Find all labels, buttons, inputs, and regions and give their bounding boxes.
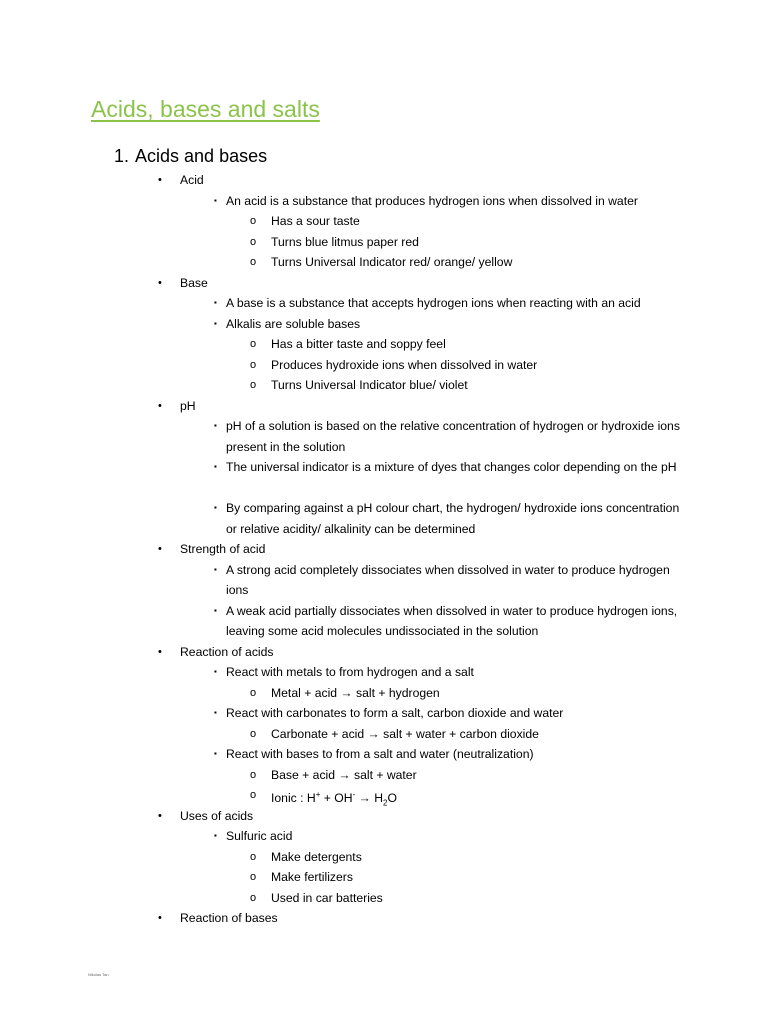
list-item — [0, 765, 768, 786]
ionic-part: Ionic : H — [271, 791, 316, 806]
bullet-dot-icon: • — [158, 543, 162, 555]
bullet-circle-icon: o — [250, 686, 257, 699]
section-title: Acids and bases — [135, 146, 268, 166]
bullet-list — [0, 170, 768, 929]
list-item-bases-reaction — [0, 908, 768, 929]
list-item-acid — [0, 170, 768, 191]
list-item-text: Alkalis are soluble bases — [226, 316, 361, 331]
list-item-base — [0, 273, 768, 294]
list-item-text: By comparing against a pH colour chart, the hydrogen/ hydroxide ions concentration or relative acidity/ alkalinity can be determined — [226, 501, 680, 536]
list-item-text: Make fertilizers — [271, 870, 353, 884]
list-item — [0, 744, 768, 765]
list-item-text: Produces hydroxide ions when dissolved in water — [271, 357, 538, 372]
list-item-text: pH of a solution is based on the relative concentration of hydrogen or hydroxide ions present in the solution — [226, 419, 680, 454]
subscript: 2 — [383, 798, 388, 808]
list-item-text: Has a sour taste — [271, 214, 360, 228]
superscript: - — [352, 790, 356, 799]
bullet-dot-icon: • — [158, 809, 162, 822]
list-item-reaction — [0, 642, 768, 663]
bullet-circle-icon: o — [250, 871, 257, 883]
bullet-circle-icon: o — [250, 215, 257, 227]
list-item — [0, 457, 768, 498]
list-item-text: Base + acid → salt + water — [271, 767, 417, 782]
ionic-part: O — [387, 791, 397, 806]
bullet-circle-icon: o — [250, 727, 257, 740]
bullet-dot-icon: • — [158, 912, 162, 924]
list-item-uses — [0, 806, 768, 827]
list-item — [0, 847, 768, 868]
list-item-text: React with metals to from hydrogen and a salt — [226, 665, 474, 679]
list-item-text: Has a bitter taste and soppy feel — [271, 337, 446, 351]
list-item-text: The universal indicator is a mixture of dyes that changes color depending on the pH — [226, 460, 677, 474]
page-title: Acids, bases and salts — [91, 96, 320, 122]
bullet-square-icon: ▪ — [214, 564, 217, 574]
list-item — [0, 888, 768, 909]
bullet-circle-icon: o — [250, 379, 257, 391]
ionic-part: + OH — [320, 791, 353, 806]
list-item — [0, 826, 768, 847]
list-item — [0, 724, 768, 745]
list-item-text: Used in car batteries — [271, 890, 383, 905]
list-item — [0, 293, 768, 314]
list-item — [0, 211, 768, 232]
list-item-label: Base — [180, 275, 208, 290]
bullet-square-icon: ▪ — [214, 421, 217, 430]
ionic-part: → H — [355, 791, 383, 806]
list-item-text: Turns Universal Indicator blue/ violet — [271, 378, 468, 392]
superscript: + — [315, 790, 321, 799]
bullet-square-icon: ▪ — [214, 462, 217, 471]
list-item-text: A base is a substance that accepts hydrogen ions when reacting with an acid — [226, 296, 641, 310]
list-item-label: Acid — [180, 173, 204, 187]
list-item — [0, 314, 768, 335]
section-heading — [114, 146, 267, 167]
list-item-text: Turns blue litmus paper red — [271, 234, 419, 249]
list-item — [0, 703, 768, 724]
list-item-text: Metal + acid → salt + hydrogen — [271, 685, 440, 700]
bullet-dot-icon: • — [158, 174, 162, 186]
bullet-square-icon: ▪ — [214, 667, 217, 676]
bullet-square-icon: ▪ — [214, 195, 217, 205]
list-item — [0, 191, 768, 212]
bullet-circle-icon: o — [250, 256, 257, 268]
bullet-square-icon: ▪ — [214, 605, 217, 615]
list-item — [0, 683, 768, 704]
list-item-text: A strong acid completely dissociates when dissolved in water to produce hydrogen ions — [226, 562, 670, 597]
list-item-text: Carbonate + acid → salt + water + carbon dioxide — [271, 726, 539, 741]
list-item — [0, 232, 768, 253]
bullet-circle-icon: o — [250, 338, 257, 350]
list-item-text: Make detergents — [271, 849, 362, 864]
list-item — [0, 416, 768, 457]
list-item-label: Uses of acids — [180, 808, 254, 823]
bullet-dot-icon: • — [158, 399, 162, 412]
bullet-circle-icon: o — [250, 235, 257, 248]
list-item-text: A weak acid partially dissociates when dissolved in water to produce hydrogen ions, leaving some acid molecules undissociated in the solution — [226, 603, 678, 638]
bullet-square-icon: ▪ — [214, 298, 217, 307]
list-item — [0, 560, 768, 601]
bullet-square-icon: ▪ — [214, 708, 217, 717]
list-item — [0, 375, 768, 396]
list-item-text: Sulfuric acid — [226, 829, 293, 843]
bullet-circle-icon: o — [250, 789, 257, 801]
page-footer: Nikolas Tan — [88, 972, 109, 977]
bullet-circle-icon: o — [250, 768, 257, 781]
bullet-circle-icon: o — [250, 891, 257, 904]
list-item-label: Reaction of acids — [180, 644, 274, 659]
bullet-square-icon: ▪ — [214, 318, 217, 328]
list-item-label: Reaction of bases — [180, 911, 278, 925]
section-number: 1. — [114, 146, 130, 166]
list-item — [0, 601, 768, 642]
bullet-circle-icon: o — [250, 358, 257, 371]
list-item — [0, 867, 768, 888]
list-item-strength — [0, 539, 768, 560]
list-item-ionic-equation — [0, 785, 768, 806]
list-item-label: pH — [180, 398, 196, 413]
list-item-text: Turns Universal Indicator red/ orange/ yellow — [271, 255, 513, 269]
bullet-square-icon: ▪ — [214, 831, 217, 840]
list-item-text: React with bases to from a salt and water (neutralization) — [226, 747, 534, 761]
list-item-text: React with carbonates to form a salt, carbon dioxide and water — [226, 706, 564, 720]
list-item — [0, 498, 768, 539]
list-item — [0, 252, 768, 273]
bullet-square-icon: ▪ — [214, 503, 217, 512]
list-item-text: An acid is a substance that produces hydrogen ions when dissolved in water — [226, 193, 638, 208]
bullet-square-icon: ▪ — [214, 749, 217, 758]
bullet-dot-icon: • — [158, 276, 162, 289]
list-item — [0, 355, 768, 376]
list-item-ph — [0, 396, 768, 417]
bullet-dot-icon: • — [158, 645, 162, 658]
list-item — [0, 334, 768, 355]
list-item-label: Strength of acid — [180, 542, 266, 556]
list-item — [0, 662, 768, 683]
bullet-circle-icon: o — [250, 850, 257, 863]
